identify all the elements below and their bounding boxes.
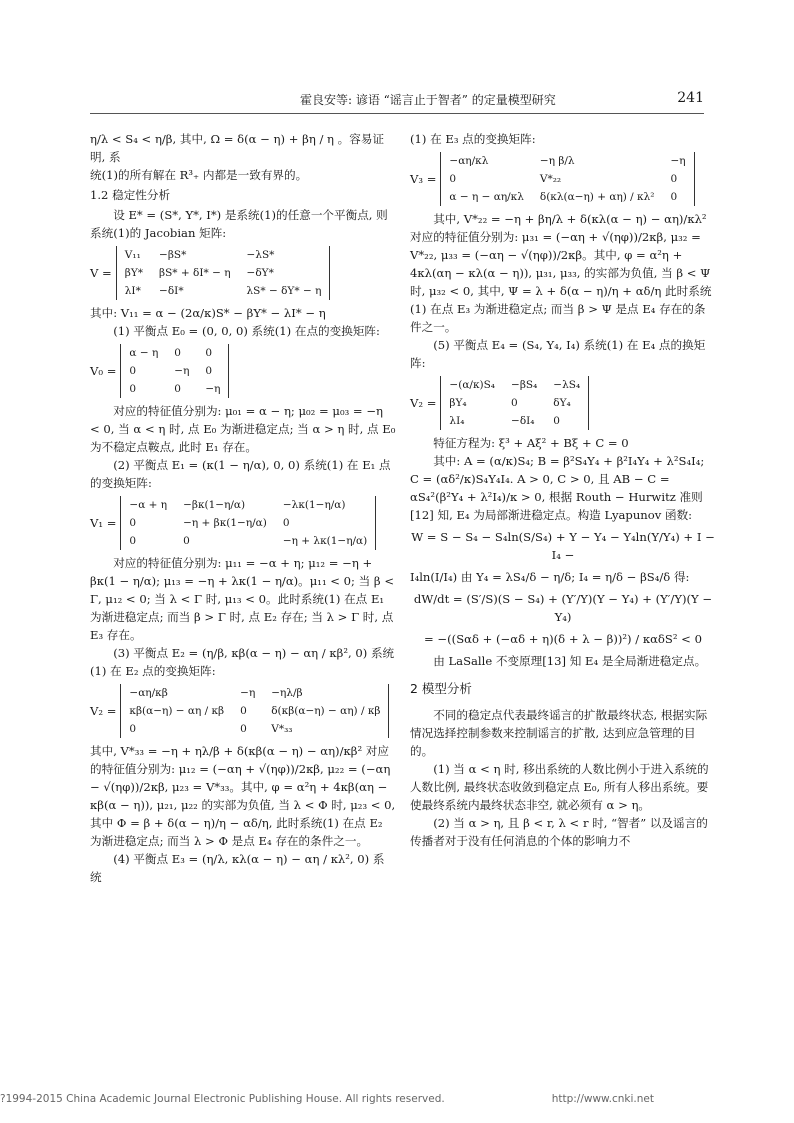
equation: = −((Sαδ + (−αδ + η)(δ + λ − β))²) / καδS² < 0 xyxy=(424,632,702,646)
running-header xyxy=(0,91,794,115)
matrix-label: V₂ = xyxy=(90,704,117,718)
matrix-cell: V*₂₂ xyxy=(539,173,562,185)
matrix-cell: λI₄ xyxy=(449,415,465,427)
paragraph: (2) 平衡点 E₁ = (κ(1 − η/α), 0, 0) 系统(1) 在 E₁ 点的变换矩阵: xyxy=(90,458,391,490)
section-heading-2: 2 模型分析 xyxy=(410,681,472,696)
paragraph: (1) 在 E₃ 点的变换矩阵: xyxy=(410,132,536,146)
matrix-cell: −α + η xyxy=(129,499,168,511)
matrix-cell: 0 xyxy=(174,347,181,359)
copyright-notice: ?1994-2015 China Academic Journal Electronic Publishing House. All rights reserved. xyxy=(0,1093,445,1105)
matrix-cell: λS* − δY* − η xyxy=(246,285,322,297)
left-column xyxy=(90,130,396,886)
header-title: 霍良安等: 谚语 “谣言止于智者” 的定量模型研究 xyxy=(300,93,556,107)
right-column xyxy=(410,130,716,850)
matrix-cell: 0 xyxy=(449,173,457,185)
section-heading-1-2: 1.2 稳定性分析 xyxy=(90,188,171,202)
matrix-cell: −βS₄ xyxy=(511,379,538,391)
matrix-cell: λI* xyxy=(124,285,141,297)
matrix-cell: −δI* xyxy=(159,285,184,297)
matrix-cell: −βκ(1−η/α) xyxy=(183,499,246,511)
matrix-table xyxy=(116,246,331,300)
matrix-cell: 0 xyxy=(129,723,137,735)
matrix-cell: −αη/κλ xyxy=(449,155,489,167)
matrix-cell: κβ(α−η) − αη / κβ xyxy=(129,705,225,717)
paragraph: 对应的特征值分别为: μ₀₁ = α − η; μ₀₂ = μ₀₃ = −η < 0, 当 α < η 时, 点 E₀ 为渐进稳定点; 当 α > η 时, 点 E₀ 为不稳定点鞍点, 此时 E₁ 存在。 xyxy=(90,404,396,454)
matrix-cell: 0 xyxy=(129,383,137,395)
matrix-v3 xyxy=(410,152,716,206)
matrix-cell: 0 xyxy=(670,173,678,185)
matrix-cell: 0 xyxy=(282,517,290,529)
matrix-cell: −ηλ/β xyxy=(271,687,303,699)
matrix-cell: 0 xyxy=(129,517,137,529)
matrix-cell: −η β/λ xyxy=(539,155,575,167)
matrix-cell: −η xyxy=(174,365,190,377)
matrix-cell: −βS* xyxy=(159,249,187,261)
matrix-cell: βS* + δI* − η xyxy=(159,267,231,279)
matrix-cell: 0 xyxy=(129,365,137,377)
paragraph: (1) 当 α < η 时, 移出系统的人数比例小于进入系统的人数比例, 最终状态收敛到稳定点 E₀, 所有人移出系统。要使最终系统内最终状态非空, 就必须有 α > η。 xyxy=(410,762,709,812)
matrix-cell: 0 xyxy=(205,347,213,359)
matrix-cell: −λκ(1−η/α) xyxy=(282,499,346,511)
matrix-cell: −δI₄ xyxy=(511,415,535,427)
paragraph: 其中, V*₃₃ = −η + ηλ/β + δ(κβ(α − η) − αη)/κβ² 对应的特征值分别为: μ₁₂ = (−αη + √(ηφ))/2κβ, μ₂₂ = (−αη − √(ηφ))/2κβ, μ₂₃ = V*₃₃。其中, φ = α²η + 4κβ(αη − κβ(α − η)), μ₂₁, μ₂₂ 的实部为负值, 当 λ < Φ 时, μ₂₃ < 0, 其中 Φ = β + δ(α − η)/η − αδ/η, 此时系统(1) 在点 E₂ 为渐进稳定点; 而当 λ > Φ 是点 E₄ 存在的条件之一。 xyxy=(90,744,396,848)
equation: W = S − S₄ − S₄ln(S/S₄) + Y − Y₄ − Y₄ln(Y/Y₄) + I − I₄ − xyxy=(411,530,715,562)
matrix-cell: α − η xyxy=(129,347,159,359)
jacobian-matrix-v xyxy=(90,246,396,300)
matrix-cell: 0 xyxy=(183,535,190,547)
matrix-label: V₁ = xyxy=(90,516,117,530)
matrix-cell: −η + βκ(1−η/α) xyxy=(183,517,267,529)
matrix-cell: δY₄ xyxy=(553,397,571,409)
matrix-label: V = xyxy=(90,266,112,280)
paragraph: 不同的稳定点代表最终谣言的扩散最终状态, 根据实际情况选择控制参数来控制谣言的扩散, 达到应急管理的目的。 xyxy=(410,708,708,758)
matrix-cell: βY₄ xyxy=(449,397,467,409)
paragraph: (4) 平衡点 E₃ = (η/λ, κλ(α − η) − αη / κλ², 0) 系统 xyxy=(90,852,385,884)
footer-url: http://www.cnki.net xyxy=(551,1093,654,1105)
matrix-table xyxy=(120,344,229,398)
matrix-cell: 0 xyxy=(511,397,518,409)
paragraph: (3) 平衡点 E₂ = (η/β, κβ(α − η) − αη / κβ², 0) 系统(1) 在 E₂ 点的变换矩阵: xyxy=(90,646,395,678)
matrix-cell: 0 xyxy=(174,383,181,395)
matrix-cell: −λS₄ xyxy=(553,379,581,391)
paragraph: η/λ < S₄ < η/β, 其中, Ω = δ(α − η) + βη / η 。容易证明, 系 xyxy=(90,132,385,164)
paragraph: 特征方程为: ξ³ + Aξ² + Bξ + C = 0 xyxy=(433,436,629,450)
matrix-v0 xyxy=(90,344,396,398)
paragraph: 其中: A = (α/κ)S₄; B = β²S₄Y₄ + β²I₄Y₄ + λ²S₄I₄; C = (αδ²/κ)S₄Y₄I₄. A > 0, C > 0, 且 AB − C = αS₄²(β²Y₄ + λ²I₄)/κ > 0, 根据 Routh − Hurwitz 准则[12] 知, E₄ 为局部渐进稳定点。构造 Lyapunov 函数: xyxy=(410,454,705,522)
matrix-cell: −η xyxy=(670,155,686,167)
matrix-cell: V₁₁ xyxy=(124,249,141,261)
paragraph: 统(1)的所有解在 R³₊ 内都是一致有界的。 xyxy=(90,168,308,182)
matrix-label: V₀ = xyxy=(90,364,117,378)
paragraph: (2) 当 α > η, 且 β < r, λ < r 时, “智者” 以及谣言的传播者对于没有任何消息的个体的影响力不 xyxy=(410,816,708,848)
matrix-table xyxy=(120,496,376,550)
matrix-cell: −η xyxy=(240,687,256,699)
matrix-table xyxy=(440,152,694,206)
matrix-label: V₃ = xyxy=(410,172,437,186)
paragraph: 由 LaSalle 不变原理[13] 知 E₄ 是全局渐进稳定点。 xyxy=(433,654,707,668)
matrix-v1 xyxy=(90,496,396,550)
matrix-cell: 0 xyxy=(553,415,560,427)
equation: dW/dt = (S′/S)(S − S₄) + (Y′/Y)(Y − Y₄) + (Y′/Y)(Y − Y₄) xyxy=(413,592,713,624)
page-number: 241 xyxy=(677,90,704,106)
header-rule xyxy=(90,113,704,114)
matrix-cell: βY* xyxy=(124,267,144,279)
equation: I₄ln(I/I₄) 由 Y₄ = λS₄/δ − η/δ; I₄ = η/δ − βS₄/δ 得: xyxy=(410,570,690,584)
matrix-cell: α − η − αη/κλ xyxy=(449,191,524,203)
matrix-cell: −αη/κβ xyxy=(129,687,168,699)
matrix-cell: 0 xyxy=(240,705,247,717)
matrix-cell: −η + λκ(1−η/α) xyxy=(282,535,368,547)
matrix-cell: −η xyxy=(205,383,221,395)
paragraph: (1) 平衡点 E₀ = (0, 0, 0) 系统(1) 在点的变换矩阵: xyxy=(113,324,380,338)
matrix-cell: δ(κβ(α−η) − αη) / κβ xyxy=(271,705,381,717)
matrix-cell: 0 xyxy=(240,723,247,735)
matrix-cell: −δY* xyxy=(246,267,274,279)
paragraph: 设 E* = (S*, Y*, I*) 是系统(1)的任意一个平衡点, 则系统(1)的 Jacobian 矩阵: xyxy=(90,208,388,240)
matrix-cell: 0 xyxy=(129,535,137,547)
matrix-cell: 0 xyxy=(670,191,678,203)
matrix-cell: δ(κλ(α−η) + αη) / κλ² xyxy=(539,191,655,203)
matrix-label: V₂ = xyxy=(410,396,437,410)
matrix-table xyxy=(120,684,389,738)
matrix-cell: 0 xyxy=(205,365,213,377)
matrix-cell: V*₃₃ xyxy=(271,723,293,735)
matrix-v4 xyxy=(410,376,716,430)
matrix-cell: −(α/κ)S₄ xyxy=(449,379,496,391)
paragraph: 其中: V₁₁ = α − (2α/κ)S* − βY* − λI* − η xyxy=(90,306,326,320)
matrix-v2 xyxy=(90,684,396,738)
matrix-table xyxy=(440,376,589,430)
paragraph: 其中, V*₂₂ = −η + βη/λ + δ(κλ(α − η) − αη)/κλ² 对应的特征值分别为: μ₃₁ = (−αη + √(ηφ))/2κβ, μ₃₂ = V*₂₂, μ₃₃ = (−αη − √(ηφ))/2κβ。其中, φ = α²η + 4κλ(αη − κλ(α − η)), μ₃₁, μ₃₃, 的实部为负值, 当 β < Ψ 时, μ₃₂ < 0, 其中, Ψ = λ + δ(α − η)/η + αδ/η 此时系统(1) 在点 E₃ 为渐进稳定点; 而当 β > Ψ 是点 E₄ 存在的条件之一。 xyxy=(410,212,712,334)
matrix-cell: −λS* xyxy=(246,249,275,261)
paragraph: 对应的特征值分别为: μ₁₁ = −α + η; μ₁₂ = −η + βκ(1 − η/α); μ₁₃ = −η + λκ(1 − η/α)。μ₁₁ < 0; 当 β < Γ, μ₁₂ < 0; 当 λ < Γ 时, μ₁₃ < 0。此时系统(1) 在点 E₁ 为渐进稳定点; 而当 β > Γ 时, 点 E₂ 存在; 当 λ > Γ 时, 点 E₃ 存在。 xyxy=(90,556,395,642)
paragraph: (5) 平衡点 E₄ = (S₄, Y₄, I₄) 系统(1) 在 E₄ 点的换矩阵: xyxy=(410,338,706,370)
